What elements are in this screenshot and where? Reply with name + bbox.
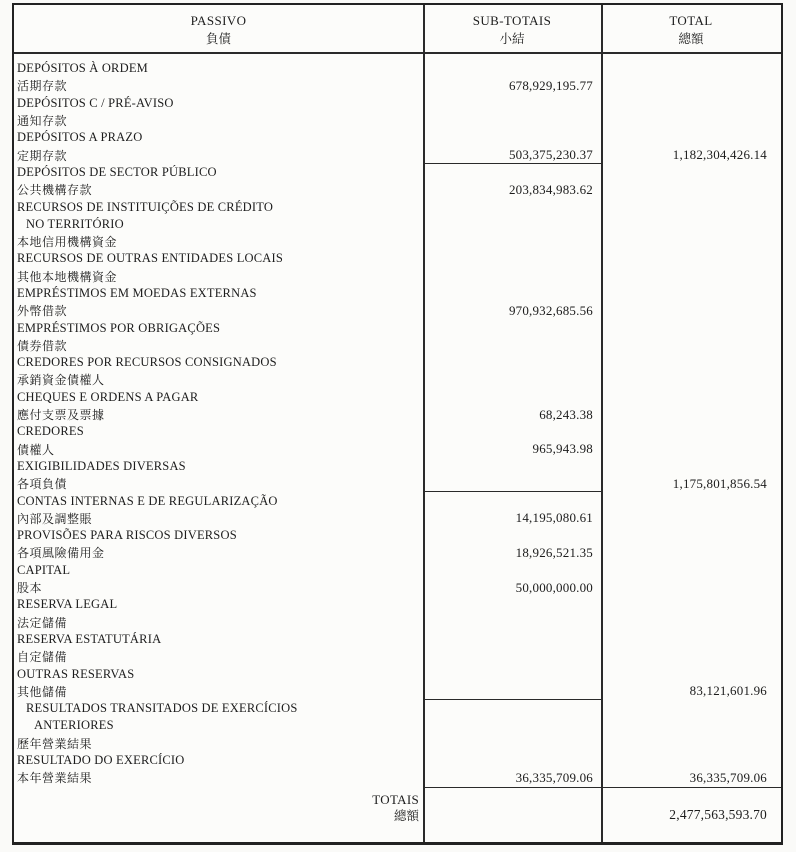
table-row bbox=[14, 181, 781, 198]
row-label: EMPRÉSTIMOS EM MOEDAS EXTERNAS bbox=[17, 286, 257, 300]
row-label: 外幣借款 bbox=[17, 304, 68, 319]
table-row bbox=[14, 700, 781, 717]
row-subtotal-cell bbox=[423, 216, 601, 233]
table-row bbox=[14, 683, 781, 700]
row-label-cell bbox=[14, 614, 423, 631]
table-row bbox=[14, 631, 781, 648]
header-cell-passivo bbox=[14, 5, 423, 52]
row-label: CREDORES POR RECURSOS CONSIGNADOS bbox=[17, 355, 277, 370]
row-subtotal-cell bbox=[423, 146, 601, 163]
row-label: RESERVA ESTATUTÁRIA bbox=[17, 631, 162, 646]
row-label: 公共機構存款 bbox=[17, 183, 93, 198]
table-row bbox=[14, 112, 781, 129]
row-label-cell bbox=[14, 544, 423, 561]
row-label: RESULTADO DO EXERCÍCIO bbox=[17, 753, 185, 768]
totals-row bbox=[14, 787, 781, 842]
row-total-cell bbox=[601, 527, 781, 544]
row-label: RESULTADOS TRANSITADOS DE EXERCÍCIOS bbox=[26, 701, 298, 716]
row-total-cell bbox=[601, 596, 781, 613]
table-row bbox=[14, 769, 781, 786]
row-subtotal-cell bbox=[423, 233, 601, 250]
table-row bbox=[14, 250, 781, 267]
row-label: 通知存款 bbox=[17, 114, 68, 129]
column-divider-1 bbox=[423, 5, 425, 842]
header-cell-total bbox=[601, 5, 781, 52]
row-total-cell bbox=[601, 60, 781, 77]
table-row bbox=[14, 458, 781, 475]
table-row bbox=[14, 371, 781, 388]
table-row bbox=[14, 354, 781, 371]
header-cell-subtotais bbox=[423, 5, 601, 52]
row-label: 活期存款 bbox=[17, 79, 68, 94]
table-row bbox=[14, 735, 781, 752]
row-subtotal-cell bbox=[423, 562, 601, 579]
table-row bbox=[14, 268, 781, 285]
row-total-cell bbox=[601, 146, 781, 163]
row-label: 債權人 bbox=[17, 442, 55, 457]
row-label: DEPÓSITOS C / PRÉ-AVISO bbox=[17, 95, 174, 110]
table-row bbox=[14, 129, 781, 146]
table-row bbox=[14, 389, 781, 406]
row-subtotal-cell bbox=[423, 250, 601, 267]
row-label: 定期存款 bbox=[17, 148, 68, 163]
row-total-value: 36,335,709.06 bbox=[689, 769, 767, 785]
row-total-cell bbox=[601, 648, 781, 665]
table-row bbox=[14, 95, 781, 112]
row-label-cell bbox=[14, 596, 423, 613]
header-total-zh: 總額 bbox=[678, 31, 704, 46]
row-total-cell bbox=[601, 769, 781, 786]
row-subtotal-cell bbox=[423, 389, 601, 406]
row-label: NO TERRITÓRIO bbox=[26, 216, 124, 231]
row-subtotal-cell bbox=[423, 527, 601, 544]
row-subtotal-cell bbox=[423, 268, 601, 285]
grand-total-value: 2,477,563,593.70 bbox=[669, 807, 767, 822]
row-total-cell bbox=[601, 302, 781, 319]
row-total-cell bbox=[601, 735, 781, 752]
row-subtotal-cell bbox=[423, 475, 601, 492]
table-header bbox=[14, 5, 781, 54]
totals-total-cell bbox=[601, 787, 781, 842]
table-row bbox=[14, 752, 781, 769]
row-label-cell bbox=[14, 250, 423, 267]
row-label-cell bbox=[14, 95, 423, 112]
row-label: CONTAS INTERNAS E DE REGULARIZAÇÃO bbox=[17, 493, 278, 508]
row-total-cell bbox=[601, 250, 781, 267]
row-label: OUTRAS RESERVAS bbox=[17, 666, 135, 681]
row-label: 應付支票及票據 bbox=[17, 408, 105, 423]
row-subtotal-value: 203,834,983.62 bbox=[508, 181, 593, 197]
header-passivo-zh: 負債 bbox=[205, 31, 231, 46]
row-total-cell bbox=[601, 683, 781, 700]
row-label: 各項風險備用金 bbox=[17, 546, 105, 561]
row-subtotal-cell bbox=[423, 717, 601, 734]
row-subtotal-value: 678,929,195.77 bbox=[508, 77, 593, 93]
row-label-cell bbox=[14, 562, 423, 579]
table-row bbox=[14, 665, 781, 682]
row-label-cell bbox=[14, 216, 423, 233]
row-label: RECURSOS DE OUTRAS ENTIDADES LOCAIS bbox=[17, 251, 284, 266]
table-row bbox=[14, 596, 781, 613]
row-subtotal-cell bbox=[423, 60, 601, 77]
row-subtotal-cell bbox=[423, 510, 601, 527]
row-label: 其他儲備 bbox=[17, 684, 68, 699]
row-subtotal-cell bbox=[423, 164, 601, 181]
row-subtotal-value: 14,195,080.61 bbox=[515, 510, 593, 526]
table-row bbox=[14, 337, 781, 354]
row-subtotal-cell bbox=[423, 112, 601, 129]
row-total-cell bbox=[601, 319, 781, 336]
row-total-cell bbox=[601, 631, 781, 648]
row-label: 歷年營業結果 bbox=[17, 736, 93, 751]
row-label-cell bbox=[14, 735, 423, 752]
row-subtotal-cell bbox=[423, 596, 601, 613]
row-subtotal-cell bbox=[423, 665, 601, 682]
header-total-pt: TOTAL bbox=[669, 12, 713, 28]
table-row bbox=[14, 164, 781, 181]
row-label: CREDORES bbox=[17, 424, 84, 439]
totals-subtotal-cell bbox=[423, 787, 601, 842]
row-subtotal-value: 36,335,709.06 bbox=[515, 769, 593, 785]
row-label-cell bbox=[14, 683, 423, 700]
row-total-cell bbox=[601, 665, 781, 682]
row-subtotal-value: 965,943.98 bbox=[532, 441, 593, 457]
row-label-cell bbox=[14, 337, 423, 354]
row-label: PROVISÕES PARA RISCOS DIVERSOS bbox=[17, 528, 237, 543]
row-label-cell bbox=[14, 527, 423, 544]
liabilities-table bbox=[12, 3, 783, 845]
row-total-value: 83,121,601.96 bbox=[689, 683, 767, 699]
row-total-cell bbox=[601, 371, 781, 388]
row-total-cell bbox=[601, 129, 781, 146]
row-label: CHEQUES E ORDENS A PAGAR bbox=[17, 389, 199, 404]
row-subtotal-cell bbox=[423, 354, 601, 371]
row-subtotal-value: 18,926,521.35 bbox=[515, 544, 593, 560]
table-row bbox=[14, 60, 781, 77]
row-total-cell bbox=[601, 441, 781, 458]
totals-label-cell bbox=[14, 787, 423, 842]
row-label: CAPITAL bbox=[17, 562, 71, 577]
row-total-cell bbox=[601, 181, 781, 198]
row-total-cell bbox=[601, 95, 781, 112]
row-subtotal-cell bbox=[423, 95, 601, 112]
row-subtotal-cell bbox=[423, 752, 601, 769]
row-label-cell bbox=[14, 475, 423, 492]
row-subtotal-cell bbox=[423, 544, 601, 561]
row-total-cell bbox=[601, 216, 781, 233]
row-label-cell bbox=[14, 60, 423, 77]
row-label-cell bbox=[14, 129, 423, 146]
table-row bbox=[14, 233, 781, 250]
row-subtotal-cell bbox=[423, 441, 601, 458]
row-total-cell bbox=[601, 544, 781, 561]
row-total-cell bbox=[601, 337, 781, 354]
row-total-cell bbox=[601, 423, 781, 440]
row-label-cell bbox=[14, 717, 423, 734]
row-label-cell bbox=[14, 665, 423, 682]
row-total-cell bbox=[601, 198, 781, 215]
row-label-cell bbox=[14, 354, 423, 371]
row-total-cell bbox=[601, 268, 781, 285]
table-row bbox=[14, 527, 781, 544]
row-label-cell bbox=[14, 492, 423, 509]
table-row bbox=[14, 198, 781, 215]
table-row bbox=[14, 216, 781, 233]
row-label: 債券借款 bbox=[17, 338, 68, 353]
row-label-cell bbox=[14, 285, 423, 302]
row-label: DEPÓSITOS DE SECTOR PÚBLICO bbox=[17, 164, 217, 179]
row-label-cell bbox=[14, 579, 423, 596]
table-row bbox=[14, 717, 781, 734]
table-row bbox=[14, 406, 781, 423]
row-label: 股本 bbox=[17, 581, 43, 596]
row-subtotal-value: 68,243.38 bbox=[539, 406, 593, 422]
row-label-cell bbox=[14, 510, 423, 527]
table-row bbox=[14, 302, 781, 319]
row-subtotal-cell bbox=[423, 492, 601, 509]
row-label-cell bbox=[14, 648, 423, 665]
header-passivo-pt: PASSIVO bbox=[190, 12, 247, 28]
row-total-cell bbox=[601, 112, 781, 129]
table-row bbox=[14, 423, 781, 440]
row-label: DEPÓSITOS À ORDEM bbox=[17, 61, 148, 76]
row-subtotal-cell bbox=[423, 337, 601, 354]
row-subtotal-cell bbox=[423, 579, 601, 596]
row-label: 自定儲備 bbox=[17, 650, 68, 665]
row-label-cell bbox=[14, 268, 423, 285]
row-total-value: 1,175,801,856.54 bbox=[672, 475, 767, 491]
row-label-cell bbox=[14, 389, 423, 406]
table-row bbox=[14, 492, 781, 509]
row-total-cell bbox=[601, 562, 781, 579]
table-row bbox=[14, 648, 781, 665]
row-label-cell bbox=[14, 769, 423, 786]
table-row bbox=[14, 77, 781, 94]
row-subtotal-cell bbox=[423, 129, 601, 146]
header-subtotais-zh: 小結 bbox=[499, 31, 525, 46]
row-subtotal-value: 970,932,685.56 bbox=[508, 302, 593, 318]
table-row bbox=[14, 319, 781, 336]
table-body bbox=[14, 54, 781, 787]
row-subtotal-cell bbox=[423, 458, 601, 475]
table-row bbox=[14, 562, 781, 579]
row-label-cell bbox=[14, 371, 423, 388]
row-subtotal-cell bbox=[423, 614, 601, 631]
row-total-cell bbox=[601, 614, 781, 631]
row-label-cell bbox=[14, 77, 423, 94]
row-total-cell bbox=[601, 510, 781, 527]
table-row bbox=[14, 614, 781, 631]
row-label-cell bbox=[14, 302, 423, 319]
header-subtotais-pt: SUB-TOTAIS bbox=[472, 12, 552, 28]
row-subtotal-cell bbox=[423, 371, 601, 388]
table-row bbox=[14, 544, 781, 561]
row-subtotal-cell bbox=[423, 631, 601, 648]
row-total-cell bbox=[601, 700, 781, 717]
row-total-cell bbox=[601, 717, 781, 734]
table-row bbox=[14, 475, 781, 492]
row-subtotal-value: 503,375,230.37 bbox=[508, 146, 593, 162]
row-label-cell bbox=[14, 423, 423, 440]
row-label-cell bbox=[14, 112, 423, 129]
row-total-cell bbox=[601, 233, 781, 250]
row-label-cell bbox=[14, 458, 423, 475]
row-subtotal-cell bbox=[423, 302, 601, 319]
row-subtotal-cell bbox=[423, 285, 601, 302]
row-label-cell bbox=[14, 406, 423, 423]
row-subtotal-cell bbox=[423, 735, 601, 752]
row-label-cell bbox=[14, 146, 423, 163]
table-row bbox=[14, 510, 781, 527]
row-total-cell bbox=[601, 77, 781, 94]
row-total-cell bbox=[601, 354, 781, 371]
table-row bbox=[14, 441, 781, 458]
row-label: RECURSOS DE INSTITUIÇÕES DE CRÉDITO bbox=[17, 199, 274, 214]
row-label-cell bbox=[14, 181, 423, 198]
table-row bbox=[14, 579, 781, 596]
row-label-cell bbox=[14, 700, 423, 717]
row-label: ANTERIORES bbox=[34, 718, 114, 733]
row-subtotal-cell bbox=[423, 700, 601, 717]
totals-label-zh: 總額 bbox=[393, 809, 419, 823]
row-subtotal-cell bbox=[423, 319, 601, 336]
row-subtotal-cell bbox=[423, 648, 601, 665]
row-subtotal-cell bbox=[423, 423, 601, 440]
row-label: 承銷資金債權人 bbox=[17, 373, 105, 388]
row-subtotal-cell bbox=[423, 77, 601, 94]
row-total-cell bbox=[601, 406, 781, 423]
row-total-value: 1,182,304,426.14 bbox=[672, 147, 767, 163]
table-row bbox=[14, 285, 781, 302]
row-label: 內部及調整賬 bbox=[17, 511, 93, 526]
row-label: DEPÓSITOS A PRAZO bbox=[17, 130, 143, 145]
row-total-cell bbox=[601, 579, 781, 596]
row-label-cell bbox=[14, 319, 423, 336]
row-label: EXIGIBILIDADES DIVERSAS bbox=[17, 458, 186, 473]
row-subtotal-value: 50,000,000.00 bbox=[515, 579, 593, 595]
row-total-cell bbox=[601, 285, 781, 302]
row-label-cell bbox=[14, 441, 423, 458]
row-label: 各項負債 bbox=[17, 477, 68, 492]
row-total-cell bbox=[601, 164, 781, 181]
row-label-cell bbox=[14, 631, 423, 648]
row-label: RESERVA LEGAL bbox=[17, 597, 118, 612]
row-total-cell bbox=[601, 492, 781, 509]
row-total-cell bbox=[601, 752, 781, 769]
row-subtotal-cell bbox=[423, 769, 601, 786]
row-subtotal-cell bbox=[423, 181, 601, 198]
row-label: 法定儲備 bbox=[17, 615, 68, 630]
row-label-cell bbox=[14, 164, 423, 181]
row-label-cell bbox=[14, 752, 423, 769]
row-total-cell bbox=[601, 458, 781, 475]
row-label: EMPRÉSTIMOS POR OBRIGAÇÕES bbox=[17, 320, 221, 335]
row-total-cell bbox=[601, 475, 781, 492]
row-label: 本年營業結果 bbox=[17, 771, 93, 786]
row-label: 其他本地機構資金 bbox=[17, 269, 118, 284]
row-label-cell bbox=[14, 233, 423, 250]
table-row bbox=[14, 146, 781, 163]
row-label: 本地信用機構資金 bbox=[17, 235, 118, 250]
row-subtotal-cell bbox=[423, 198, 601, 215]
row-label-cell bbox=[14, 198, 423, 215]
row-total-cell bbox=[601, 389, 781, 406]
row-subtotal-cell bbox=[423, 406, 601, 423]
totals-label-pt: TOTAIS bbox=[372, 792, 419, 807]
column-divider-2 bbox=[601, 5, 603, 842]
row-subtotal-cell bbox=[423, 683, 601, 700]
